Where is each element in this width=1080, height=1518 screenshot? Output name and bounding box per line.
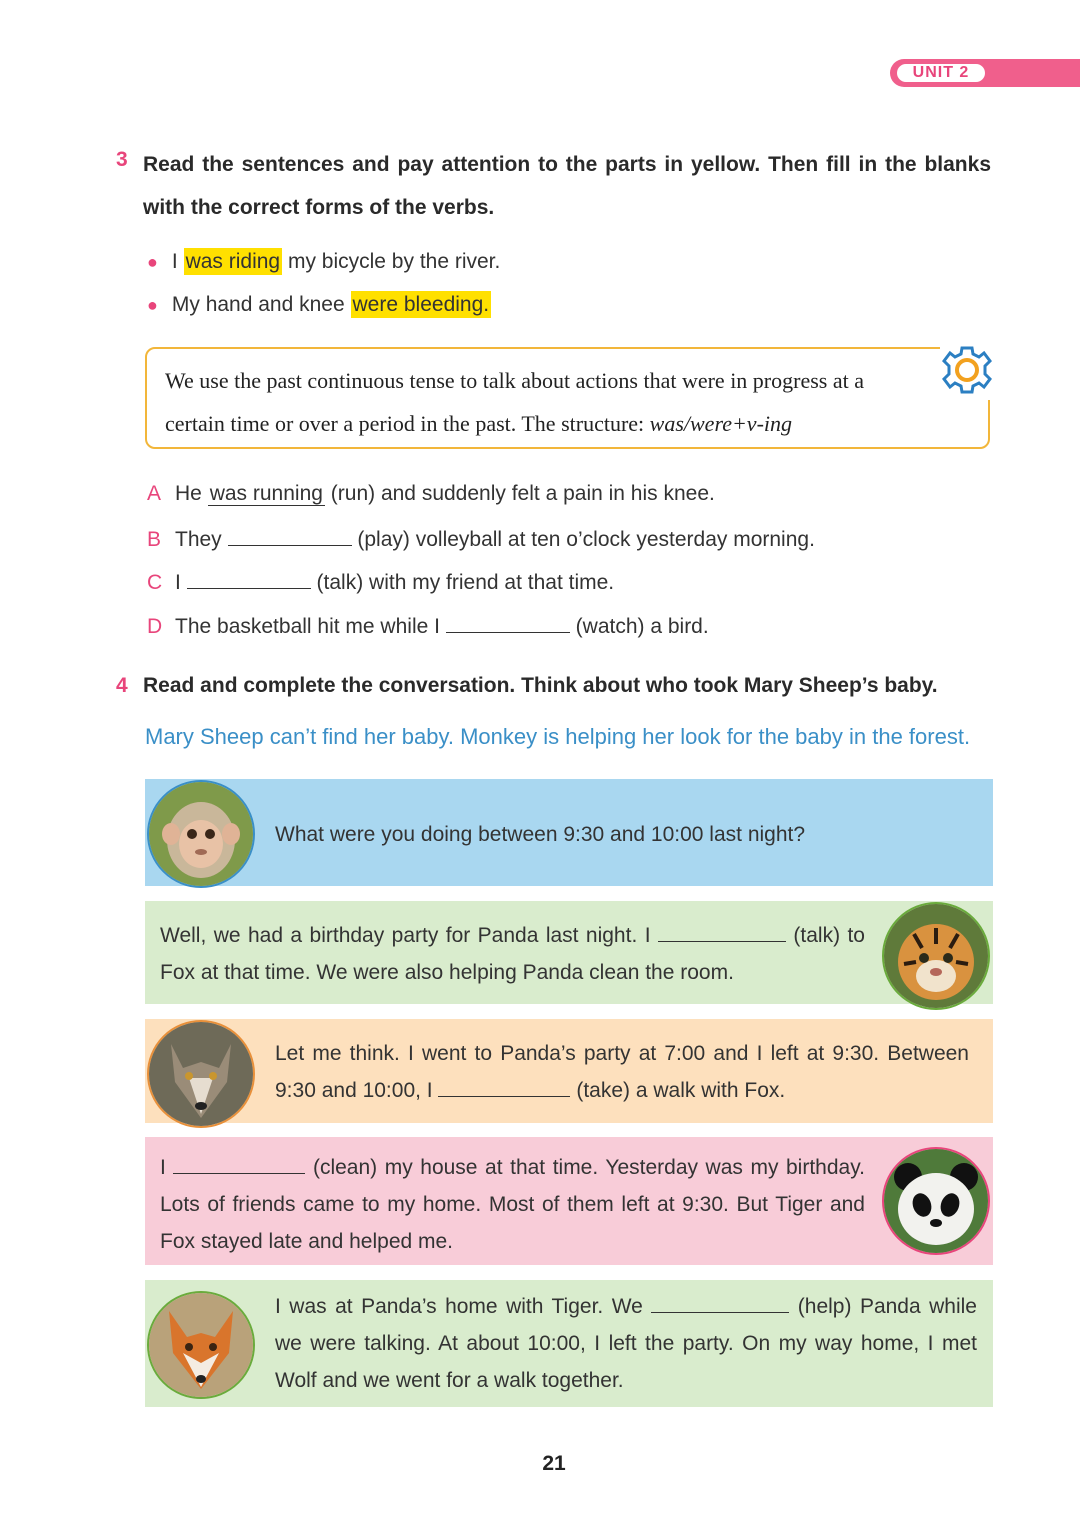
- unit-tab: [890, 59, 1080, 87]
- exercise-b: B They (play) volleyball at ten o’clock yesterday morning.: [147, 525, 815, 552]
- answer-blank[interactable]: [173, 1153, 305, 1174]
- answer-blank[interactable]: [651, 1292, 789, 1313]
- answer-filled: was running: [209, 482, 323, 505]
- highlight-were-bleeding: were bleeding.: [352, 293, 490, 316]
- answer-blank[interactable]: [446, 612, 570, 633]
- dialogue-panda: I (clean) my house at that time. Yesterday was my birthday. Lots of friends came to my home. Most of them left at 9:30. But Tiger and Fox stayed late and helped me.: [145, 1137, 993, 1265]
- rule-formula: was/were+v-ing: [649, 411, 793, 436]
- monkey-avatar: [147, 780, 255, 888]
- dialogue-tiger: Well, we had a birthday party for Panda last night. I (talk) to Fox at that time. We were also helping Panda clean the room.: [145, 901, 993, 1004]
- grammar-rule-box: [145, 347, 990, 449]
- exercise-a: A He was running (run) and suddenly felt a pain in his knee.: [147, 482, 715, 505]
- unit-label: UNIT 2: [895, 62, 987, 84]
- tiger-avatar: [882, 902, 990, 1010]
- gear-icon: [940, 340, 994, 400]
- rule-text: We use the past continuous tense to talk about actions that were in progress at a certain time or over a period in the past. The structure:: [165, 368, 864, 436]
- page-number: 21: [542, 1452, 566, 1475]
- exercise-c: C I (talk) with my friend at that time.: [147, 568, 614, 595]
- panda-avatar: [882, 1147, 990, 1255]
- answer-blank[interactable]: [228, 525, 352, 546]
- wolf-avatar: [147, 1020, 255, 1128]
- dialogue-monkey: What were you doing between 9:30 and 10:00 last night?: [145, 779, 993, 886]
- q4-number: 4: [116, 674, 128, 697]
- bullet-1: ● I was riding my bicycle by the river.: [147, 250, 501, 273]
- answer-blank[interactable]: [438, 1076, 570, 1097]
- highlight-was-riding: was riding: [185, 250, 281, 273]
- bullet-2: ● My hand and knee were bleeding.: [147, 293, 490, 316]
- exercise-d: D The basketball hit me while I (watch) a bird.: [147, 612, 709, 639]
- dialogue-wolf: Let me think. I went to Panda’s party at 7:00 and I left at 9:30. Between 9:30 and 10:00, I (take) a walk with Fox.: [145, 1019, 993, 1123]
- q3-number: 3: [116, 148, 128, 171]
- story-intro: Mary Sheep can’t find her baby. Monkey is helping her look for the baby in the forest.: [145, 724, 971, 749]
- fox-avatar: [147, 1291, 255, 1399]
- bullet-dot: ●: [147, 252, 158, 272]
- bullet-dot: ●: [147, 295, 158, 315]
- q4-instruction: Read and complete the conversation. Think about who took Mary Sheep’s baby.: [143, 674, 938, 697]
- dialogue-fox: I was at Panda’s home with Tiger. We (help) Panda while we were talking. At about 10:00, I left the party. On my way home, I met Wolf and we went for a walk together.: [145, 1280, 993, 1407]
- answer-blank[interactable]: [187, 568, 311, 589]
- answer-blank[interactable]: [658, 921, 786, 942]
- q3-instruction: Read the sentences and pay attention to the parts in yellow. Then fill in the blanks with the correct forms of the verbs.: [143, 153, 991, 219]
